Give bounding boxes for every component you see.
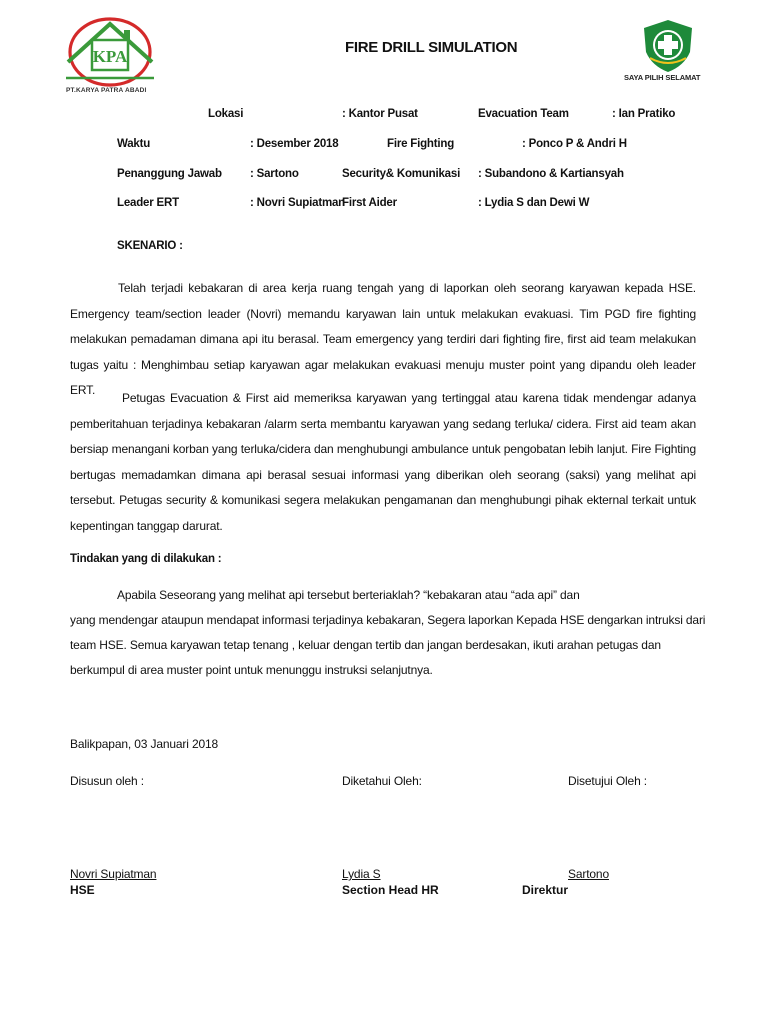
- security-value: : Subandono & Kartiansyah: [478, 168, 624, 180]
- tindakan-line-4: berkumpul di area muster point untuk menunggu instruksi selanjutnya.: [70, 663, 433, 677]
- skenario-paragraph-2: Petugas Evacuation & First aid memeriksa karyawan yang tertinggal atau karena tidak mendengar adanya pemberitahuan terjadinya kebakaran /alarm serta membantu karyawan yang sedang terluka/ cidera. First aid team akan bersiap menangani korban yang terluka/cidera dan menghubungi ambulance untuk pengobatan lebih lanjut. Fire Fighting bertugas memadamkan dimana api berasal sesuai informasi yang diberikan oleh seorang (saksi) yang melihat api tersebut. Petugas security & komunikasi segera melakukan pengamanan dan menghubungi pihak ekternal terkait untuk kepentingan tanggap darurat.: [70, 391, 696, 533]
- first-aider-label: First Aider: [342, 197, 397, 209]
- company-name: PT.KARYA PATRA ABADI: [66, 87, 147, 94]
- document-title: FIRE DRILL SIMULATION: [345, 39, 518, 56]
- tindakan-heading: Tindakan yang di dilakukan :: [70, 553, 222, 565]
- disusun-label: Disusun oleh :: [70, 774, 144, 788]
- svg-text:KPA: KPA: [92, 47, 128, 66]
- safety-slogan: SAYA PILIH SELAMAT: [624, 73, 701, 82]
- leader-ert-value: : Novri Supiatman: [250, 197, 346, 209]
- place-date: Balikpapan, 03 Januari 2018: [70, 737, 219, 751]
- lokasi-value: : Kantor Pusat: [342, 108, 418, 120]
- skenario-paragraph-1: Telah terjadi kebakaran di area kerja ruang tengah yang di laporkan oleh seorang karyawan kepada HSE. Emergency team/section leader (Novri) memandu karyawan lain untuk melakukan evakuasi. Tim PGD fire fighting melakukan pemadaman dimana api itu berasal. Team emergency yang terdiri dari fighting fire, first aid team melakukan tugas yaitu : Menghimbau setiap karyawan agar melakukan evakuasi menuju muster point yang dipandu oleh leader ERT.: [70, 281, 696, 397]
- penanggung-jawab-label: Penanggung Jawab: [117, 168, 222, 180]
- diketahui-role: Section Head HR: [342, 883, 439, 897]
- leader-ert-label: Leader ERT: [117, 197, 179, 209]
- green-shield-cross-logo-icon: [636, 18, 700, 74]
- disusun-name: Novri Supiatman: [70, 867, 157, 881]
- tindakan-line-3: team HSE. Semua karyawan tetap tenang , keluar dengan tertib dan jangan berdesakan, ikuti arahan petugas dan: [70, 638, 661, 652]
- diketahui-label: Diketahui Oleh:: [342, 774, 422, 788]
- safety-logo: [636, 18, 700, 76]
- tindakan-line-1: Apabila Seseorang yang melihat api tersebut berteriaklah? “kebakaran atau “ada api” dan: [117, 588, 580, 602]
- company-logo: [62, 12, 158, 98]
- first-aider-value: : Lydia S dan Dewi W: [478, 197, 590, 209]
- tindakan-line-2: yang mendengar ataupun mendapat informasi terjadinya kebakaran, Segera laporkan Kepada HSE dengarkan intruksi dari: [70, 613, 706, 627]
- fire-fighting-value: : Ponco P & Andri H: [522, 138, 627, 150]
- security-label: Security& Komunikasi: [342, 168, 461, 180]
- disetujui-role: Direktur: [522, 883, 569, 897]
- waktu-label: Waktu: [117, 138, 151, 150]
- evacuation-team-label: Evacuation Team: [478, 108, 569, 120]
- diketahui-name: Lydia S: [342, 867, 381, 881]
- lokasi-label: Lokasi: [208, 108, 244, 120]
- evacuation-team-value: : Ian Pratiko: [612, 108, 676, 120]
- fire-fighting-label: Fire Fighting: [387, 138, 455, 150]
- disetujui-name: Sartono: [568, 867, 609, 881]
- skenario-heading: SKENARIO :: [117, 240, 183, 252]
- disetujui-label: Disetujui Oleh :: [568, 774, 647, 788]
- waktu-value: : Desember 2018: [250, 138, 339, 150]
- penanggung-jawab-value: : Sartono: [250, 168, 299, 180]
- disusun-role: HSE: [70, 883, 95, 897]
- kpa-house-logo-icon: [62, 12, 158, 98]
